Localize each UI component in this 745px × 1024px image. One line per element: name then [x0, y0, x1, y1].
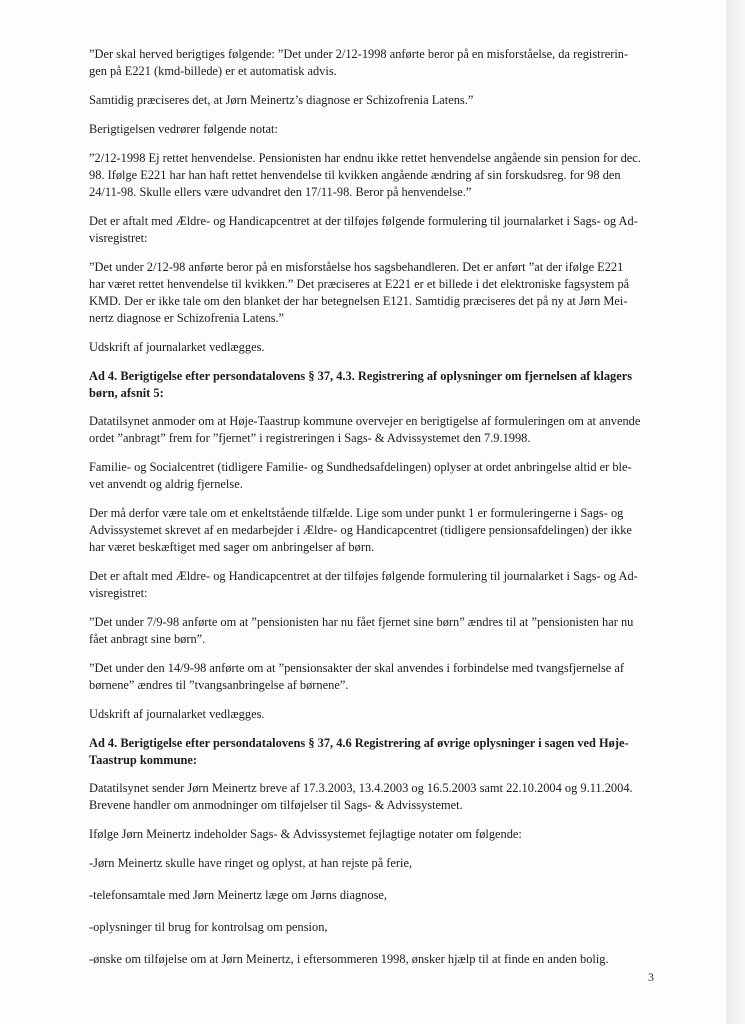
list-item-4: -ønske om tilføjelse om at Jørn Meinertz, i eftersommeren 1998, ønsker hjælp til at finde en anden bolig.	[89, 952, 609, 966]
paragraph-13: ”Det under 7/9-98 anførte om at ”pensionisten har nu fået fjernet sine børn” ændres til at ”pensionisten har nu fået anbragt sine børn”.	[89, 615, 634, 646]
section-heading-4-6: Ad 4. Berigtigelse efter persondatalovens § 37, 4.6 Registrering af øvrige oplysninger i sagen ved Høje- Taastrup kommune:	[89, 736, 629, 767]
page-number: 3	[648, 970, 654, 984]
paragraph-9: Datatilsynet anmoder om at Høje-Taastrup kommune overvejer en berigtigelse af formuleringen om at anvende ordet ”anbragt” frem for ”fjernet” i registreringen i Sags- & Advissystemet den 7.9.1998.	[89, 414, 641, 445]
document-body	[89, 46, 681, 983]
paragraph-3: Berigtigelsen vedrører følgende notat:	[89, 122, 278, 136]
section-heading-4-3: Ad 4. Berigtigelse efter persondatalovens § 37, 4.3. Registrering af oplysninger om fjernelsen af klagers børn, afsnit 5:	[89, 369, 633, 400]
paragraph-2: Samtidig præciseres det, at Jørn Meinertz’s diagnose er Schizofrenia Latens.”	[89, 93, 474, 107]
paragraph-4: ”2/12-1998 Ej rettet henvendelse. Pensionisten har endnu ikke rettet henvendelse angående sin pension for dec. 98. Ifølge E221 har han haft rettet henvendelse til kvikken angående ændring af sin forskudsreg. for 98 den 24/11-98. Skulle ellers være udvandret den 17/11-98. Beror på henvendelse.”	[89, 151, 641, 199]
paragraph-1: ”Der skal herved berigtiges følgende: ”Det under 2/12-1998 anførte beror på en misforståelse, da registrerin- gen på E221 (kmd-billede) er et automatisk advis.	[89, 47, 629, 78]
paragraph-7: Udskrift af journalarket vedlægges.	[89, 340, 265, 354]
paragraph-5: Det er aftalt med Ældre- og Handicapcentret at der tilføjes følgende formulering til journalarket i Sags- og Ad- visregistret:	[89, 214, 638, 245]
page-edge	[726, 0, 745, 1024]
paragraph-11: Der må derfor være tale om et enkeltstående tilfælde. Lige som under punkt 1 er formuleringerne i Sags- og Advissystemet skrevet af en medarbejder i Ældre- og Handicapcentret (tidligere pensionsafdelingen) der ikke har været beskæftiget med sager om anbringelser af børn.	[89, 506, 632, 554]
paragraph-14: ”Det under den 14/9-98 anførte om at ”pensionsakter der skal anvendes i forbindelse med tvangsfjernelse af børnene” ændres til ”tvangsanbringelse af børnene”.	[89, 661, 625, 692]
list-item-2: -telefonsamtale med Jørn Meinertz læge om Jørns diagnose,	[89, 888, 387, 902]
list-item-1: -Jørn Meinertz skulle have ringet og oplyst, at han rejste på ferie,	[89, 856, 413, 870]
paragraph-15: Udskrift af journalarket vedlægges.	[89, 707, 265, 721]
paragraph-10: Familie- og Socialcentret (tidligere Familie- og Sundhedsafdelingen) oplyser at ordet anbringelse altid er ble- vet anvendt og aldrig fjernelse.	[89, 460, 632, 491]
paragraph-6: ”Det under 2/12-98 anførte beror på en misforståelse hos sagsbehandleren. Det er anført ”at der ifølge E221 har været rettet henvendelse til kvikken.” Det præciseres at E221 er et billede i det elektroniske fagsystem på KMD. Der er ikke tale om den blanket der har betegnelsen E121. Samtidig præciseres det på ny at Jørn Mei- nertz diagnose er Schizofrenia Latens.”	[89, 260, 630, 325]
paragraph-12: Det er aftalt med Ældre- og Handicapcentret at der tilføjes følgende formulering til journalarket i Sags- og Ad- visregistret:	[89, 569, 638, 600]
list-item-3: -oplysninger til brug for kontrolsag om pension,	[89, 920, 328, 934]
paragraph-17: Datatilsynet sender Jørn Meinertz breve af 17.3.2003, 13.4.2003 og 16.5.2003 samt 22.10.2004 og 9.11.2004. Brevene handler om anmodninger om tilføjelser til Sags- & Advissystemet.	[89, 781, 633, 812]
paragraph-18: Ifølge Jørn Meinertz indeholder Sags- & Advissystemet fejlagtige notater om følgende:	[89, 827, 522, 841]
